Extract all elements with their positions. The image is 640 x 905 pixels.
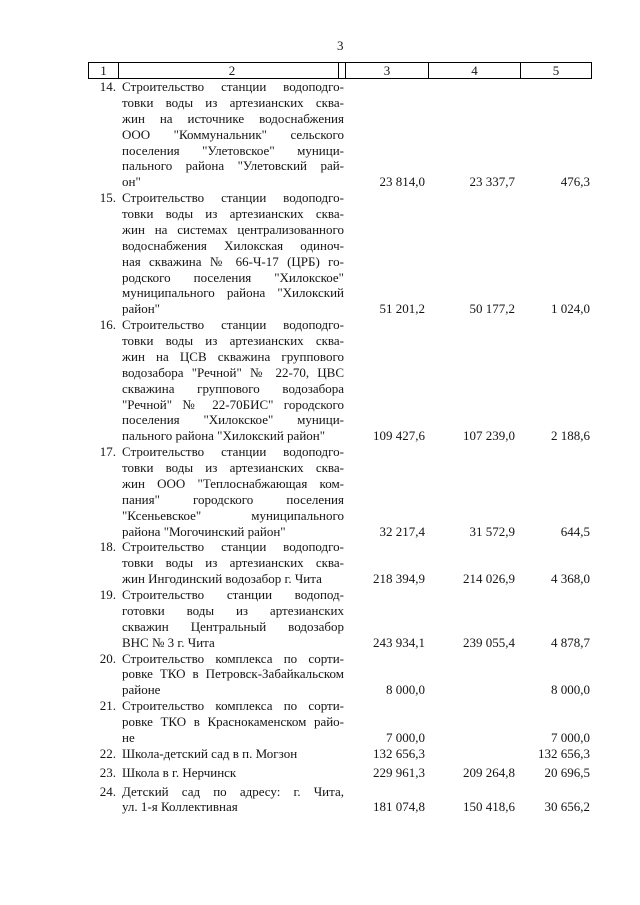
description-line: Строительство комплекса по сорти- xyxy=(122,650,344,666)
description-line: ООО "Коммунальник" сельского xyxy=(122,126,344,142)
table-row xyxy=(88,539,592,587)
row-number: 15. xyxy=(99,190,116,206)
row-description xyxy=(118,651,345,699)
value-col-4: 209 264,8 xyxy=(463,764,515,780)
description-line: скважина группового водозабора xyxy=(122,380,344,396)
row-number: 14. xyxy=(99,79,116,94)
value-col-5: 2 188,6 xyxy=(551,428,590,444)
description-line: товки воды из артезианских сква- xyxy=(122,555,344,571)
row-description xyxy=(118,190,345,317)
value-col-4: 31 572,9 xyxy=(469,523,515,539)
value-col-5: 132 656,3 xyxy=(538,745,590,761)
description-line: товки воды из артезианских сква- xyxy=(122,94,344,110)
description-line: ровке ТКО в Краснокаменском райо- xyxy=(122,714,344,729)
description-line: муниципального района "Хилокский xyxy=(122,285,344,301)
row-description xyxy=(118,746,345,762)
value-col-5: 30 656,2 xyxy=(544,799,590,815)
row-description xyxy=(118,587,345,651)
description-line: не xyxy=(122,729,135,745)
description-line: Детский сад по адресу: г. Чита, xyxy=(122,783,344,799)
description-line: пального района "Хилокский район" xyxy=(122,428,326,444)
description-line: товки воды из артезианских сква- xyxy=(122,460,344,475)
value-col-3: 109 427,6 xyxy=(373,428,425,444)
row-description xyxy=(118,79,345,190)
row-number: 16. xyxy=(99,317,116,333)
description-line: районе xyxy=(122,682,161,698)
description-line: ровке ТКО в Петровск-Забайкальском xyxy=(122,666,344,682)
value-col-3: 132 656,3 xyxy=(373,745,425,761)
description-line: товки воды из артезианских сква- xyxy=(122,206,344,221)
description-line: пального района "Улетовский рай- xyxy=(122,158,344,174)
description-line: родского поселения "Хилокское" xyxy=(122,269,344,285)
description-line: жин на ЦСВ скважина группового xyxy=(122,348,344,364)
page-number: 3 xyxy=(337,38,344,53)
table-row xyxy=(88,762,592,781)
value-col-4: 214 026,9 xyxy=(463,571,515,587)
value-col-5: 1 024,0 xyxy=(551,301,590,317)
value-col-5: 7 000,0 xyxy=(551,729,590,745)
description-line: товки воды из артезианских сква- xyxy=(122,333,344,348)
description-line: он" xyxy=(122,174,141,190)
description-line: поселения "Улетовское" муници- xyxy=(122,142,344,158)
description-line: "Ксеньевское" муниципального xyxy=(122,507,344,523)
table-row xyxy=(88,190,592,317)
description-line: пания" городского поселения xyxy=(122,491,344,507)
value-col-3: 8 000,0 xyxy=(386,682,425,698)
description-line: Школа-детский сад в п. Могзон xyxy=(122,745,298,761)
description-line: ВНС № 3 г. Чита xyxy=(122,634,215,650)
row-number: 23. xyxy=(99,764,116,780)
row-description xyxy=(118,765,345,781)
table-body xyxy=(88,79,592,815)
header-col-5: 5 xyxy=(520,63,592,78)
table-header xyxy=(88,62,592,79)
value-col-4: 239 055,4 xyxy=(463,634,515,650)
table-row xyxy=(88,79,592,190)
description-line: Строительство комплекса по сорти- xyxy=(122,698,344,714)
row-description xyxy=(118,317,345,444)
value-col-3: 243 934,1 xyxy=(373,634,425,650)
value-col-3: 218 394,9 xyxy=(373,571,425,587)
row-number: 19. xyxy=(99,587,116,602)
table-row xyxy=(88,587,592,651)
value-col-3: 7 000,0 xyxy=(386,729,425,745)
description-line: жин на системах централизованного xyxy=(122,221,344,237)
value-col-5: 20 696,5 xyxy=(544,764,590,780)
table-row xyxy=(88,698,592,746)
description-line: "Речной" № 22-70БИС" городского xyxy=(122,396,344,412)
value-col-3: 32 217,4 xyxy=(379,523,425,539)
table-row xyxy=(88,444,592,539)
row-number: 21. xyxy=(99,698,116,714)
value-col-3: 51 201,2 xyxy=(379,301,425,317)
value-col-5: 4 878,7 xyxy=(551,634,590,650)
description-line: Строительство станции водоподго- xyxy=(122,444,344,460)
description-line: Строительство станции водоподго- xyxy=(122,79,344,94)
row-description xyxy=(118,444,345,539)
value-col-5: 476,3 xyxy=(560,174,590,190)
description-line: поселения "Хилокское" муници- xyxy=(122,412,344,428)
header-col-2: 2 xyxy=(118,63,345,78)
description-line: Строительство станции водоподго- xyxy=(122,539,344,555)
description-line: Строительство станции водоподго- xyxy=(122,317,344,333)
value-col-3: 23 814,0 xyxy=(379,174,425,190)
value-col-5: 4 368,0 xyxy=(551,571,590,587)
description-line: готовки воды из артезианских xyxy=(122,602,344,618)
header-col-1: 1 xyxy=(88,63,118,78)
description-line: район" xyxy=(122,301,160,317)
table-row xyxy=(88,781,592,816)
description-line: ул. 1-я Коллективная xyxy=(122,799,238,815)
description-line: водоснабжения Хилокская одиноч- xyxy=(122,237,344,253)
value-col-4: 150 418,6 xyxy=(463,799,515,815)
row-number: 20. xyxy=(99,650,116,666)
table-row xyxy=(88,651,592,699)
value-col-4: 107 239,0 xyxy=(463,428,515,444)
value-col-3: 229 961,3 xyxy=(373,764,425,780)
description-line: жин ООО "Теплоснабжающая ком- xyxy=(122,475,344,491)
description-line: скважин Центральный водозабор xyxy=(122,618,344,634)
header-col-4: 4 xyxy=(428,63,520,78)
description-line: Строительство станции водопод- xyxy=(122,587,344,602)
table-row xyxy=(88,746,592,762)
header-col-3: 3 xyxy=(345,63,428,78)
description-line: жин на источнике водоснабжения xyxy=(122,110,344,126)
row-number: 17. xyxy=(99,444,116,460)
value-col-3: 181 074,8 xyxy=(373,799,425,815)
row-number: 22. xyxy=(99,745,116,761)
value-col-4: 50 177,2 xyxy=(469,301,515,317)
description-line: района "Могочинский район" xyxy=(122,523,286,539)
description-line: жин Ингодинский водозабор г. Чита xyxy=(122,571,322,587)
row-number: 24. xyxy=(99,783,116,799)
budget-table xyxy=(88,62,592,815)
description-line: Школа в г. Нерчинск xyxy=(122,764,237,780)
row-description xyxy=(118,784,345,816)
description-line: Строительство станции водоподго- xyxy=(122,190,344,206)
value-col-5: 8 000,0 xyxy=(551,682,590,698)
description-line: водозабора "Речной" № 22-70, ЦВС xyxy=(122,364,344,380)
row-description xyxy=(118,539,345,587)
value-col-5: 644,5 xyxy=(560,523,590,539)
row-number: 18. xyxy=(99,539,116,555)
table-row xyxy=(88,317,592,444)
row-description xyxy=(118,698,345,746)
value-col-4: 23 337,7 xyxy=(469,174,515,190)
description-line: ная скважина № 66-Ч-17 (ЦРБ) го- xyxy=(122,253,344,269)
